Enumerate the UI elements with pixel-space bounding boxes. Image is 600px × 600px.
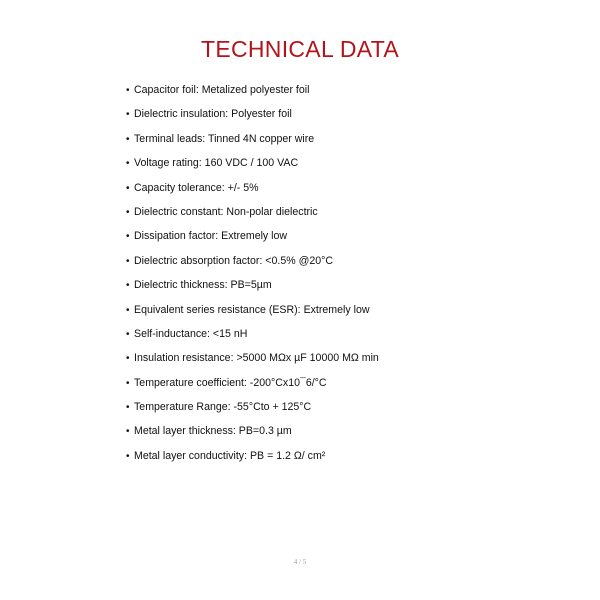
list-item [126, 326, 379, 350]
spec-text: Dissipation factor: Extremely low [134, 230, 288, 243]
list-item [126, 82, 379, 106]
bullet-icon: • [126, 85, 130, 96]
bullet-icon: • [126, 450, 130, 462]
list-item [126, 277, 379, 301]
spec-text: Insulation resistance: >5000 MΩx µF 10000 MΩ min [134, 352, 379, 365]
spec-text: Voltage rating: 160 VDC / 100 VAC [134, 157, 299, 170]
spec-text: Capacity tolerance: +/- 5% [134, 181, 259, 194]
spec-text: Temperature Range: -55°Cto + 125°C [134, 401, 312, 414]
bullet-icon: • [126, 402, 130, 414]
list-item [126, 399, 379, 423]
spec-text: Self-inductance: <15 nH [134, 327, 248, 340]
spec-text: Temperature coefficient: -200°Cx10¯6/°C [134, 376, 327, 389]
spec-text: Equivalent series resistance (ESR): Extremely low [134, 303, 370, 316]
list-item [126, 228, 379, 252]
list-item [126, 253, 379, 277]
bullet-icon: • [126, 182, 130, 194]
page-title: TECHNICAL DATA [200, 36, 399, 62]
list-item [126, 155, 379, 179]
bullet-icon: • [126, 426, 130, 438]
spec-text: Dielectric constant: Non-polar dielectric [134, 205, 318, 218]
bullet-icon: • [126, 255, 130, 267]
spec-text: Terminal leads: Tinned 4N copper wire [134, 132, 315, 145]
bullet-icon: • [126, 109, 130, 121]
list-item [126, 302, 379, 326]
spec-text: Dielectric thickness: PB=5µm [134, 279, 272, 292]
list-item [126, 204, 379, 228]
list-item [126, 106, 379, 130]
list-item [126, 131, 379, 155]
bullet-icon: • [126, 377, 130, 389]
bullet-icon: • [126, 231, 130, 243]
spec-list [126, 82, 379, 472]
list-item [126, 180, 379, 204]
bullet-icon: • [126, 133, 130, 145]
bullet-icon: • [126, 353, 130, 365]
spec-text: Capacitor foil: Metalized polyester foil [134, 84, 310, 96]
list-item [126, 350, 379, 374]
bullet-icon: • [126, 304, 130, 316]
spec-text: Metal layer thickness: PB=0.3 µm [134, 425, 292, 438]
list-item [126, 423, 379, 447]
bullet-icon: • [126, 328, 130, 340]
bullet-icon: • [126, 206, 130, 218]
bullet-icon: • [126, 280, 130, 292]
spec-text: Dielectric absorption factor: <0.5% @20°C [134, 254, 334, 267]
bullet-icon: • [126, 158, 130, 170]
page-number: 4 / 5 [293, 558, 307, 566]
spec-text: Dielectric insulation: Polyester foil [134, 108, 292, 121]
list-item [126, 375, 379, 399]
list-item [126, 448, 379, 472]
spec-text: Metal layer conductivity: PB = 1.2 Ω/ cm² [134, 449, 326, 462]
